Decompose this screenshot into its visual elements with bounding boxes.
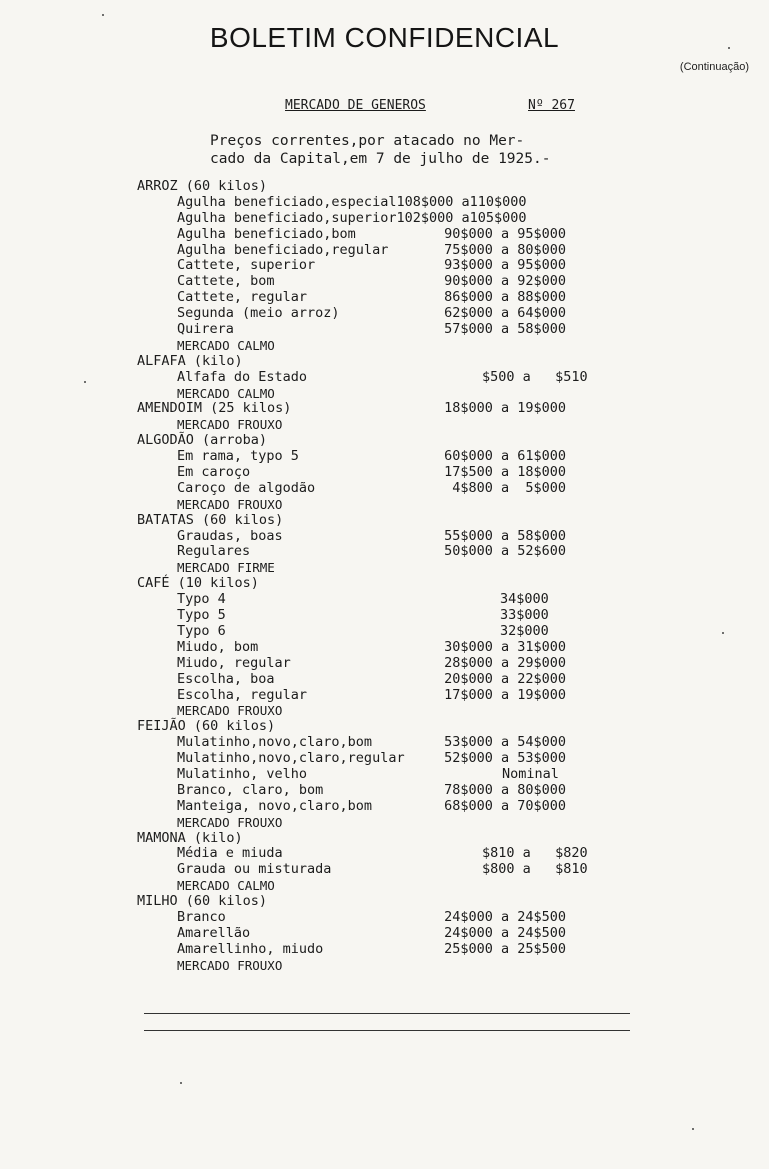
price-value: 108$000 a110$000	[396, 193, 527, 210]
item-row	[137, 274, 617, 290]
price-value: 86$000 a 88$000	[436, 289, 567, 306]
price-value: 28$000 a 29$000	[436, 654, 567, 671]
price-value: 90$000 a 95$000	[436, 225, 567, 242]
item-label: Miudo, regular	[177, 654, 291, 671]
item-label: Segunda (meio arroz)	[177, 305, 340, 322]
price-value: 102$000 a105$000	[396, 209, 527, 226]
item-label: Agulha beneficiado,superior	[177, 209, 397, 226]
item-label: Mulatinho,novo,claro,bom	[177, 734, 373, 751]
category-label: FEIJÃO (60 kilos)	[137, 718, 276, 735]
market-status-row	[137, 560, 617, 576]
item-row	[137, 624, 617, 640]
market-status: MERCADO CALMO	[177, 878, 275, 894]
item-row	[137, 926, 617, 942]
market-status: MERCADO CALMO	[177, 337, 275, 353]
item-label: Amarellão	[177, 924, 251, 941]
paper-speck	[728, 47, 730, 49]
item-label: Agulha beneficiado,bom	[177, 225, 356, 242]
category-label: BATATAS (60 kilos)	[137, 511, 284, 528]
item-label: Média e miuda	[177, 845, 283, 862]
category-label: ALFAFA (kilo)	[137, 352, 243, 369]
item-row	[137, 322, 617, 338]
category-label: CAFÉ (10 kilos)	[137, 575, 259, 592]
category-row	[137, 354, 617, 370]
price-value: 55$000 a 58$000	[436, 527, 567, 544]
market-status-row	[137, 703, 617, 719]
item-row	[137, 290, 617, 306]
market-status: MERCADO FROUXO	[177, 957, 283, 973]
intro-line-2: cado da Capital,em 7 de julho de 1925.-	[210, 151, 551, 167]
price-value: 57$000 a 58$000	[436, 321, 567, 338]
item-row	[137, 195, 617, 211]
item-label: Manteiga, novo,claro,bom	[177, 797, 373, 814]
item-row	[137, 799, 617, 815]
category-row	[137, 179, 617, 195]
category-label: MILHO (60 kilos)	[137, 893, 268, 910]
market-status-row	[137, 386, 617, 402]
market-status-row	[137, 958, 617, 974]
category-row	[137, 576, 617, 592]
item-label: Cattete, regular	[177, 289, 308, 306]
price-value: 60$000 a 61$000	[436, 448, 567, 465]
price-value: 24$000 a 24$500	[436, 908, 567, 925]
category-row	[137, 401, 617, 417]
item-row	[137, 306, 617, 322]
item-row	[137, 767, 617, 783]
item-row	[137, 243, 617, 259]
item-label: Mulatinho,novo,claro,regular	[177, 750, 405, 767]
price-listing	[137, 179, 617, 974]
item-label: Agulha beneficiado,especial	[177, 193, 397, 210]
price-value: $500 a $510	[482, 368, 588, 385]
item-label: Typo 5	[177, 607, 226, 624]
item-row	[137, 608, 617, 624]
category-row	[137, 433, 617, 449]
price-value: 4$800 a 5$000	[436, 479, 567, 496]
continuation-note: (Continuação)	[679, 61, 749, 73]
paper-speck	[722, 632, 724, 634]
price-value: 75$000 a 80$000	[436, 241, 567, 258]
price-value: 24$000 a 24$500	[436, 924, 567, 941]
section-name: MERCADO DE GENEROS	[285, 98, 426, 113]
item-label: Typo 6	[177, 622, 226, 639]
market-status-row	[137, 417, 617, 433]
item-label: Branco	[177, 908, 226, 925]
item-row	[137, 529, 617, 545]
market-status: MERCADO FROUXO	[177, 417, 283, 433]
item-row	[137, 449, 617, 465]
price-value: 62$000 a 64$000	[436, 305, 567, 322]
item-label: Alfafa do Estado	[177, 368, 308, 385]
price-value: 50$000 a 52$600	[436, 543, 567, 560]
price-value: 52$000 a 53$000	[436, 750, 567, 767]
price-value: 34$000	[500, 591, 549, 608]
item-row	[137, 592, 617, 608]
item-label: Escolha, regular	[177, 686, 308, 703]
bulletin-number: Nº 267	[528, 98, 575, 113]
item-label: Cattete, bom	[177, 273, 275, 290]
item-label: Typo 4	[177, 591, 226, 608]
price-value: 90$000 a 92$000	[436, 273, 567, 290]
item-label: Amarellinho, miudo	[177, 940, 324, 957]
item-row	[137, 227, 617, 243]
item-row	[137, 751, 617, 767]
divider-line	[144, 1030, 630, 1031]
price-value: 25$000 a 25$500	[436, 940, 567, 957]
item-label: Escolha, boa	[177, 670, 275, 687]
item-label: Graudas, boas	[177, 527, 283, 544]
item-row	[137, 942, 617, 958]
item-row	[137, 735, 617, 751]
item-row	[137, 910, 617, 926]
paper-speck	[84, 381, 86, 383]
item-row	[137, 688, 617, 704]
category-label: ARROZ (60 kilos)	[137, 178, 268, 194]
item-label: Quirera	[177, 321, 234, 338]
item-row	[137, 862, 617, 878]
category-label: ALGODÃO (arroba)	[137, 432, 268, 449]
category-row	[137, 894, 617, 910]
price-value: 53$000 a 54$000	[436, 734, 567, 751]
divider-line	[144, 1013, 630, 1014]
item-row	[137, 846, 617, 862]
market-status-row	[137, 815, 617, 831]
market-status: MERCADO FROUXO	[177, 814, 283, 830]
price-value: 68$000 a 70$000	[436, 797, 567, 814]
item-label: Branco, claro, bom	[177, 781, 324, 798]
market-status-row	[137, 878, 617, 894]
paper-speck	[180, 1082, 182, 1084]
price-value: 18$000 a 19$000	[436, 400, 567, 417]
item-label: Caroço de algodão	[177, 479, 316, 496]
market-status-row	[137, 497, 617, 513]
price-value: 30$000 a 31$000	[436, 638, 567, 655]
item-row	[137, 640, 617, 656]
intro-line-1: Preços correntes,por atacado no Mer-	[210, 133, 525, 149]
item-label: Grauda ou misturada	[177, 861, 332, 878]
price-value: 17$500 a 18$000	[436, 464, 567, 481]
item-row	[137, 465, 617, 481]
item-label: Em caroço	[177, 464, 251, 481]
market-status: MERCADO FROUXO	[177, 703, 283, 719]
price-value: Nominal	[502, 765, 559, 782]
section-heading	[285, 98, 575, 113]
category-row	[137, 719, 617, 735]
bulletin-title: BOLETIM CONFIDENCIAL	[209, 22, 560, 53]
category-label: MAMONA (kilo)	[137, 829, 243, 846]
price-value: 20$000 a 22$000	[436, 670, 567, 687]
intro-text	[210, 132, 550, 168]
item-label: Em rama, typo 5	[177, 448, 299, 465]
category-label: AMENDOIM (25 kilos)	[137, 400, 292, 417]
item-row	[137, 481, 617, 497]
item-label: Cattete, superior	[177, 257, 316, 274]
paper-speck	[102, 14, 104, 16]
market-status: MERCADO FIRME	[177, 560, 275, 576]
price-value: 33$000	[500, 607, 549, 624]
market-status: MERCADO CALMO	[177, 385, 275, 401]
item-row	[137, 211, 617, 227]
category-row	[137, 831, 617, 847]
price-value: 17$000 a 19$000	[436, 686, 567, 703]
item-label: Miudo, bom	[177, 638, 259, 655]
item-row	[137, 672, 617, 688]
price-value: $800 a $810	[482, 861, 588, 878]
paper-speck	[692, 1128, 694, 1130]
item-row	[137, 370, 617, 386]
item-row	[137, 783, 617, 799]
price-value: 32$000	[500, 622, 549, 639]
market-status-row	[137, 338, 617, 354]
price-value: 78$000 a 80$000	[436, 781, 567, 798]
price-value: 93$000 a 95$000	[436, 257, 567, 274]
price-value: $810 a $820	[482, 845, 588, 862]
item-label: Agulha beneficiado,regular	[177, 241, 389, 258]
item-label: Mulatinho, velho	[177, 765, 308, 782]
market-status: MERCADO FROUXO	[177, 496, 283, 512]
item-row	[137, 656, 617, 672]
item-row	[137, 544, 617, 560]
category-row	[137, 513, 617, 529]
item-row	[137, 258, 617, 274]
item-label: Regulares	[177, 543, 251, 560]
